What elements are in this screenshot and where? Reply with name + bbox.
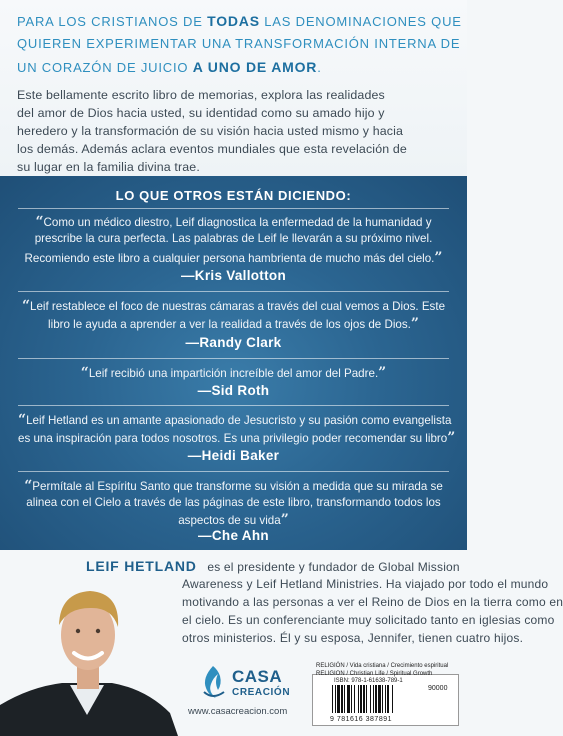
open-quote-mark: “ xyxy=(18,412,27,428)
category-english: RELIGION / Christian Life / Spiritual Growth xyxy=(316,671,433,677)
testimonial-author: —Kris Vallotton xyxy=(180,268,286,283)
intro-line-2: QUIEREN EXPERIMENTAR UNA TRANSFORMACIÓN INTERNA DE xyxy=(17,36,461,51)
testimonial-author: —Randy Clark xyxy=(185,335,282,350)
bio-line: Awareness y Leif Hetland Ministries. Ha viajado por todo el mundo xyxy=(182,577,549,591)
quote-line: prescribe la cura perfecta. Las palabras de Leif le llevarán a su próximo nivel. xyxy=(34,232,433,245)
barcode-bar xyxy=(392,685,393,713)
quote-line: “Leif Hetland es un amante apasionado de Jesucristo y su pasión como evangelista xyxy=(18,412,452,428)
barcode-bar xyxy=(373,685,374,713)
barcode-bar xyxy=(347,685,350,713)
barcode-bar xyxy=(344,685,345,713)
divider xyxy=(18,405,449,406)
description-line: Este bellamente escrito libro de memorias, explora las realidades xyxy=(17,88,385,102)
testimonial-author: —Che Ahn xyxy=(198,528,269,543)
barcode-number: 9 781616 387891 xyxy=(330,716,392,723)
barcode-bar xyxy=(363,685,365,713)
open-quote-mark: “ xyxy=(80,365,89,381)
barcode-bar xyxy=(375,685,377,713)
barcode-bar xyxy=(378,685,381,713)
close-quote-mark: ” xyxy=(378,365,387,381)
bio-line: otros ministerios. Él y su esposa, Jennifer, tienen cuatro hijos. xyxy=(182,631,524,645)
divider xyxy=(18,291,449,292)
barcode-bar xyxy=(358,685,359,713)
description-line: heredero y la transformación de su visión hacia usted mismo y hacia xyxy=(17,124,404,138)
description-line: su lugar en la familia divina trae. xyxy=(17,160,200,174)
quote-line: es una inspiración para todos nosotros. Es una privilegio poder recomendar su libro” xyxy=(18,430,456,446)
barcode-bar xyxy=(354,685,355,713)
quote-line: “Permítale al Espíritu Santo que transforme su visión a medida que su mirada se xyxy=(24,478,443,494)
barcode-bar xyxy=(335,685,336,713)
price-code: 90000 xyxy=(428,685,448,692)
close-quote-mark: ” xyxy=(447,430,456,446)
open-quote-mark: “ xyxy=(21,298,31,314)
barcode-bar xyxy=(366,685,367,713)
author-portrait xyxy=(0,575,178,736)
open-quote-mark: “ xyxy=(35,214,44,230)
divider xyxy=(18,471,449,472)
close-quote-mark: ” xyxy=(434,250,443,266)
barcode-bar xyxy=(370,685,371,713)
barcode xyxy=(332,685,455,713)
barcode-bar xyxy=(341,685,343,713)
barcode-bar xyxy=(351,685,352,713)
quote-line: “Como un médico diestro, Leif diagnostica la enfermedad de la humanidad y xyxy=(35,214,432,230)
bio-line: motivando a las personas a ver el Reino de Dios en la tierra como en xyxy=(182,595,563,609)
quote-line: libro le ayuda a aprender a ver la realidad a través de los ojos de Dios.” xyxy=(48,316,419,332)
isbn-text: ISBN: 978-1-61638-789-1 xyxy=(334,678,403,684)
barcode-bar xyxy=(382,685,383,713)
publisher-name-line2: CREACIÓN xyxy=(232,687,291,698)
intro-line-3: UN CORAZÓN DE JUICIO A UNO DE AMOR. xyxy=(17,59,322,75)
divider xyxy=(18,208,449,209)
quote-line: Recomiendo este libro a cualquier persona hambrienta de mucho más del cielo.” xyxy=(24,250,443,266)
testimonial-author: —Heidi Baker xyxy=(187,448,280,463)
bio-line-1: LEIF HETLAND es el presidente y fundador de Global Mission xyxy=(86,558,460,574)
quote-line: “Leif recibió una impartición increíble del amor del Padre.” xyxy=(80,365,387,381)
close-quote-mark: ” xyxy=(410,316,419,332)
publisher-website[interactable]: www.casacreacion.com xyxy=(188,706,288,717)
barcode-bar xyxy=(337,685,340,713)
barcode-bar xyxy=(332,685,333,713)
publisher-name: CASA xyxy=(232,667,283,686)
divider xyxy=(18,358,449,359)
quote-line: “Leif restablece el foco de nuestras cámaras a través del cual vemos a Dios. Este xyxy=(21,298,446,314)
barcode-bar xyxy=(360,685,362,713)
description-line: los demás. Además aclara eventos mundiales que esta revelación de xyxy=(17,142,407,156)
author-name: LEIF HETLAND xyxy=(86,558,197,574)
testimonials-heading: LO QUE OTROS ESTÁN DICIENDO: xyxy=(115,188,352,203)
intro-line-1: PARA LOS CRISTIANOS DE TODAS LAS DENOMINACIONES QUE xyxy=(17,13,462,29)
category-spanish: RELIGIÓN / Vida cristiana / Crecimiento espiritual xyxy=(316,663,449,669)
quote-line: aspectos de su vida” xyxy=(178,512,289,528)
barcode-bar xyxy=(385,685,386,713)
quote-line: alinea con el Cielo a través de las páginas de este libro, transformando todos los xyxy=(26,496,441,509)
testimonial-author: —Sid Roth xyxy=(197,383,270,398)
bio-line: el cielo. Es un conferenciante muy solicitado tanto en iglesias como xyxy=(182,613,555,627)
description-line: del amor de Dios hacia usted, su identidad como su amado hijo y xyxy=(17,106,385,120)
publisher-logo-icon xyxy=(198,664,228,700)
open-quote-mark: “ xyxy=(24,478,33,494)
close-quote-mark: ” xyxy=(280,512,289,528)
barcode-bar xyxy=(387,685,389,713)
